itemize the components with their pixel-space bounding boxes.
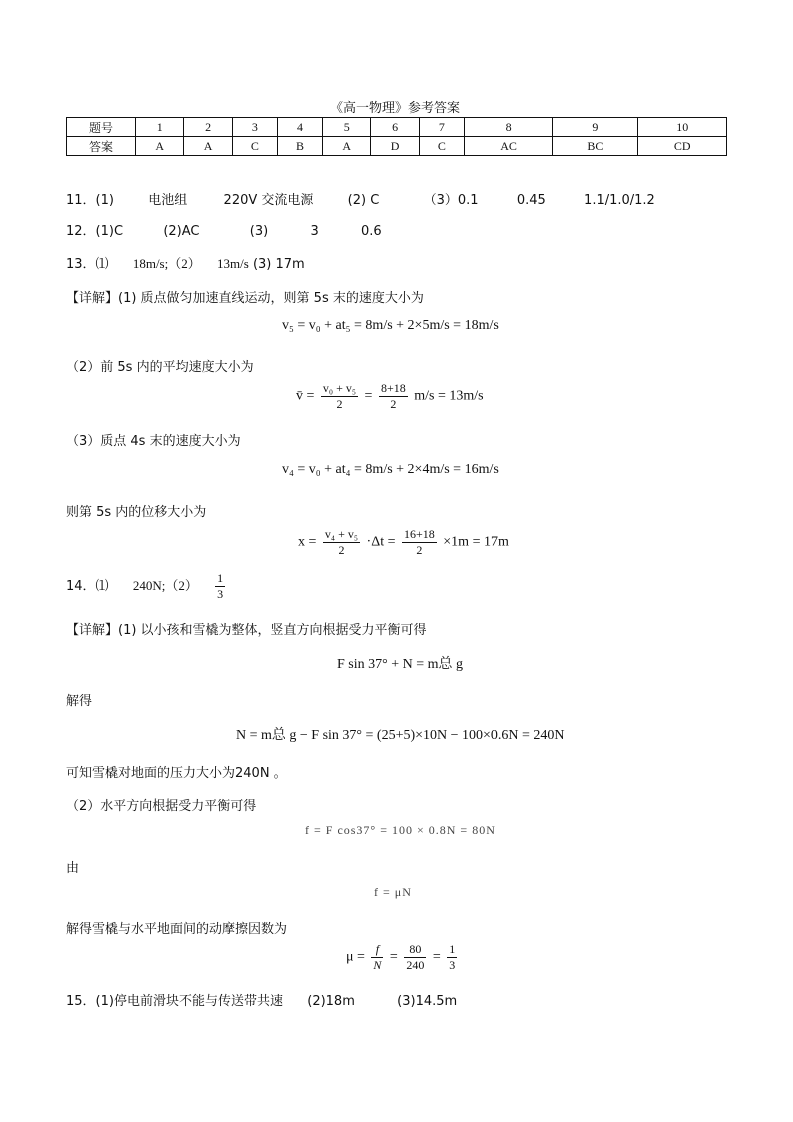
q13-answer-3: (3) 17m xyxy=(252,257,305,272)
q12-line xyxy=(66,220,382,239)
q13-equation-3: v₄ = v₀ + at₄ = 8m/s + 2×4m/s = 16m/s xyxy=(282,462,499,477)
table-cell: D xyxy=(371,137,419,156)
q11-answer-4: （3）0.1 xyxy=(423,193,479,208)
q11-answer-1: 电池组 xyxy=(148,193,188,208)
q13-eq2-rhs: m/s = 13m/s xyxy=(414,388,484,404)
q15-answer-2: (2)18m xyxy=(307,994,355,1009)
table-row-answers xyxy=(67,137,727,156)
q14-eq5-f2-den: 240 xyxy=(406,958,425,972)
q13-equation-2: v̄ = $\frac{\text{v₀ + v₅}}{2}$ = $\frac{8+18}{2}$ m/s = 13m/s xyxy=(296,381,484,411)
q13-answer-1: 18m/s;（2） xyxy=(132,256,201,271)
q14-line xyxy=(66,571,228,602)
q13-equation-1: v₅ = v₀ + at₅ = 8m/s + 2×5m/s = 18m/s xyxy=(282,318,499,333)
page-title: 《高一物理》参考答案 xyxy=(330,101,461,116)
table-cell: 9 xyxy=(553,118,638,137)
q14-eq5-fraction-1 xyxy=(371,942,383,973)
q13-line xyxy=(66,253,305,272)
q13-detail-4: 则第 5s 内的位移大小为 xyxy=(66,505,207,520)
table-cell: 2 xyxy=(184,118,232,137)
table-cell: 3 xyxy=(232,118,277,137)
q11-answer-5: 0.45 xyxy=(516,193,546,208)
q14-equation-4: f = μN xyxy=(374,885,412,899)
q11-answer-6: 1.1/1.0/1.2 xyxy=(584,193,655,208)
q14-equation-3: f = F cos37° = 100 × 0.8N = 80N xyxy=(305,823,496,837)
q11-number: 11．(1) xyxy=(66,193,114,208)
q15-line xyxy=(66,990,457,1009)
q13-eq2-f1-num: v₀ + v₅ xyxy=(322,381,357,395)
q13-answer-2: 13m/s xyxy=(217,256,249,271)
table-cell: 7 xyxy=(419,118,464,137)
q13-eq2-fraction-1 xyxy=(321,381,358,412)
q11-line xyxy=(66,189,655,208)
q14-eq5-fraction-3 xyxy=(447,942,457,973)
table-cell: A xyxy=(323,137,371,156)
table-cell: 4 xyxy=(277,118,322,137)
q13-eq4-f1-den: 2 xyxy=(338,543,345,557)
q14-eq5-fraction-2 xyxy=(404,942,426,973)
q12-answer-5: 0.6 xyxy=(361,224,382,239)
q13-eq4-f2-num: 16+18 xyxy=(404,527,435,541)
q14-detail-2: 解得 xyxy=(66,694,93,709)
table-cell: 6 xyxy=(371,118,419,137)
q14-answer-2 xyxy=(215,571,225,602)
table-cell: AC xyxy=(464,137,552,156)
q14-equation-1: F sin 37° + N = m总 g xyxy=(337,657,464,672)
q14-detail-4: （2）水平方向根据受力平衡可得 xyxy=(66,799,257,814)
q14-eq5-lhs: μ = xyxy=(346,949,365,965)
table-cell: C xyxy=(232,137,277,156)
q14-detail-5: 由 xyxy=(66,861,80,876)
q13-eq4-fraction-1 xyxy=(323,527,360,558)
q14-number: 14．⑴ xyxy=(66,579,109,594)
q13-eq4-mid: ·Δt = xyxy=(366,534,396,550)
answer-table xyxy=(66,117,727,156)
q13-equation-4 xyxy=(298,527,509,558)
q13-detail-3: （3）质点 4s 末的速度大小为 xyxy=(66,434,241,449)
q13-eq2-f2-num: 8+18 xyxy=(380,381,406,395)
q14-eq5-f3-num: 1 xyxy=(449,942,456,956)
table-cell: A xyxy=(184,137,232,156)
q14-a2-den: 3 xyxy=(217,587,224,601)
q13-eq4-f1-num: v₄ + v₅ xyxy=(324,527,359,541)
q14-a2-num: 1 xyxy=(217,571,224,585)
q13-eq2-lhs: v̄ = xyxy=(296,388,315,404)
q11-answer-3: (2) C xyxy=(347,193,380,208)
q12-answer-2: (2)AC xyxy=(163,224,200,239)
table-cell: 10 xyxy=(638,118,727,137)
q13-eq2-f2-den: 2 xyxy=(390,397,397,411)
q12-number: 12．(1)C xyxy=(66,224,124,239)
q14-eq5-f1-num: f xyxy=(371,942,383,958)
table-row-label: 题号 xyxy=(67,118,136,137)
q14-answer-1: 240N;（2） xyxy=(132,578,198,593)
q15-answer-1: 15．(1)停电前滑块不能与传送带共速 xyxy=(66,994,283,1009)
q14-detail-3: 可知雪橇对地面的压力大小为240N 。 xyxy=(66,766,287,781)
table-cell: A xyxy=(136,137,184,156)
table-cell: C xyxy=(419,137,464,156)
q12-answer-3: (3) xyxy=(249,224,269,239)
table-row-label: 答案 xyxy=(67,137,136,156)
q11-answer-2: 220V 交流电源 xyxy=(223,193,314,208)
table-cell: 5 xyxy=(323,118,371,137)
q14-eq5-f3-den: 3 xyxy=(449,958,456,972)
q13-eq4-lhs: x = xyxy=(298,534,317,550)
table-cell: BC xyxy=(553,137,638,156)
q13-eq2-f1-den: 2 xyxy=(336,397,343,411)
q13-detail-1: 【详解】(1) 质点做匀加速直线运动，则第 5s 末的速度大小为 xyxy=(66,291,424,306)
q13-eq4-fraction-2 xyxy=(402,527,437,558)
q14-equation-5: μ = $\frac{f}{N}$ = $\frac{80}{240}$ = $\frac{1}{3}$ xyxy=(346,942,456,972)
q14-eq5-f2-num: 80 xyxy=(404,942,426,958)
table-cell: 8 xyxy=(464,118,552,137)
q15-answer-3: (3)14.5m xyxy=(397,994,458,1009)
table-cell: CD xyxy=(638,137,727,156)
q13-eq2-fraction-2 xyxy=(379,381,408,412)
q14-equation-2: N = m总 g − F sin 37° = (25+5)×10N − 100×0.6N = 240N xyxy=(236,728,565,743)
table-cell: B xyxy=(277,137,322,156)
q14-detail-6: 解得雪橇与水平地面间的动摩擦因数为 xyxy=(66,922,288,937)
q14-eq5-f1-den: N xyxy=(373,958,382,972)
q13-eq4-f2-den: 2 xyxy=(416,543,423,557)
table-row-numbers xyxy=(67,118,727,137)
q12-answer-4: 3 xyxy=(310,224,319,239)
q13-eq4-rhs: ×1m = 17m xyxy=(443,534,509,550)
table-cell: 1 xyxy=(136,118,184,137)
q13-number: 13．⑴ xyxy=(66,257,109,272)
q14-detail-1: 【详解】(1) 以小孩和雪橇为整体，竖直方向根据受力平衡可得 xyxy=(66,623,427,638)
q13-detail-2: （2）前 5s 内的平均速度大小为 xyxy=(66,360,254,375)
